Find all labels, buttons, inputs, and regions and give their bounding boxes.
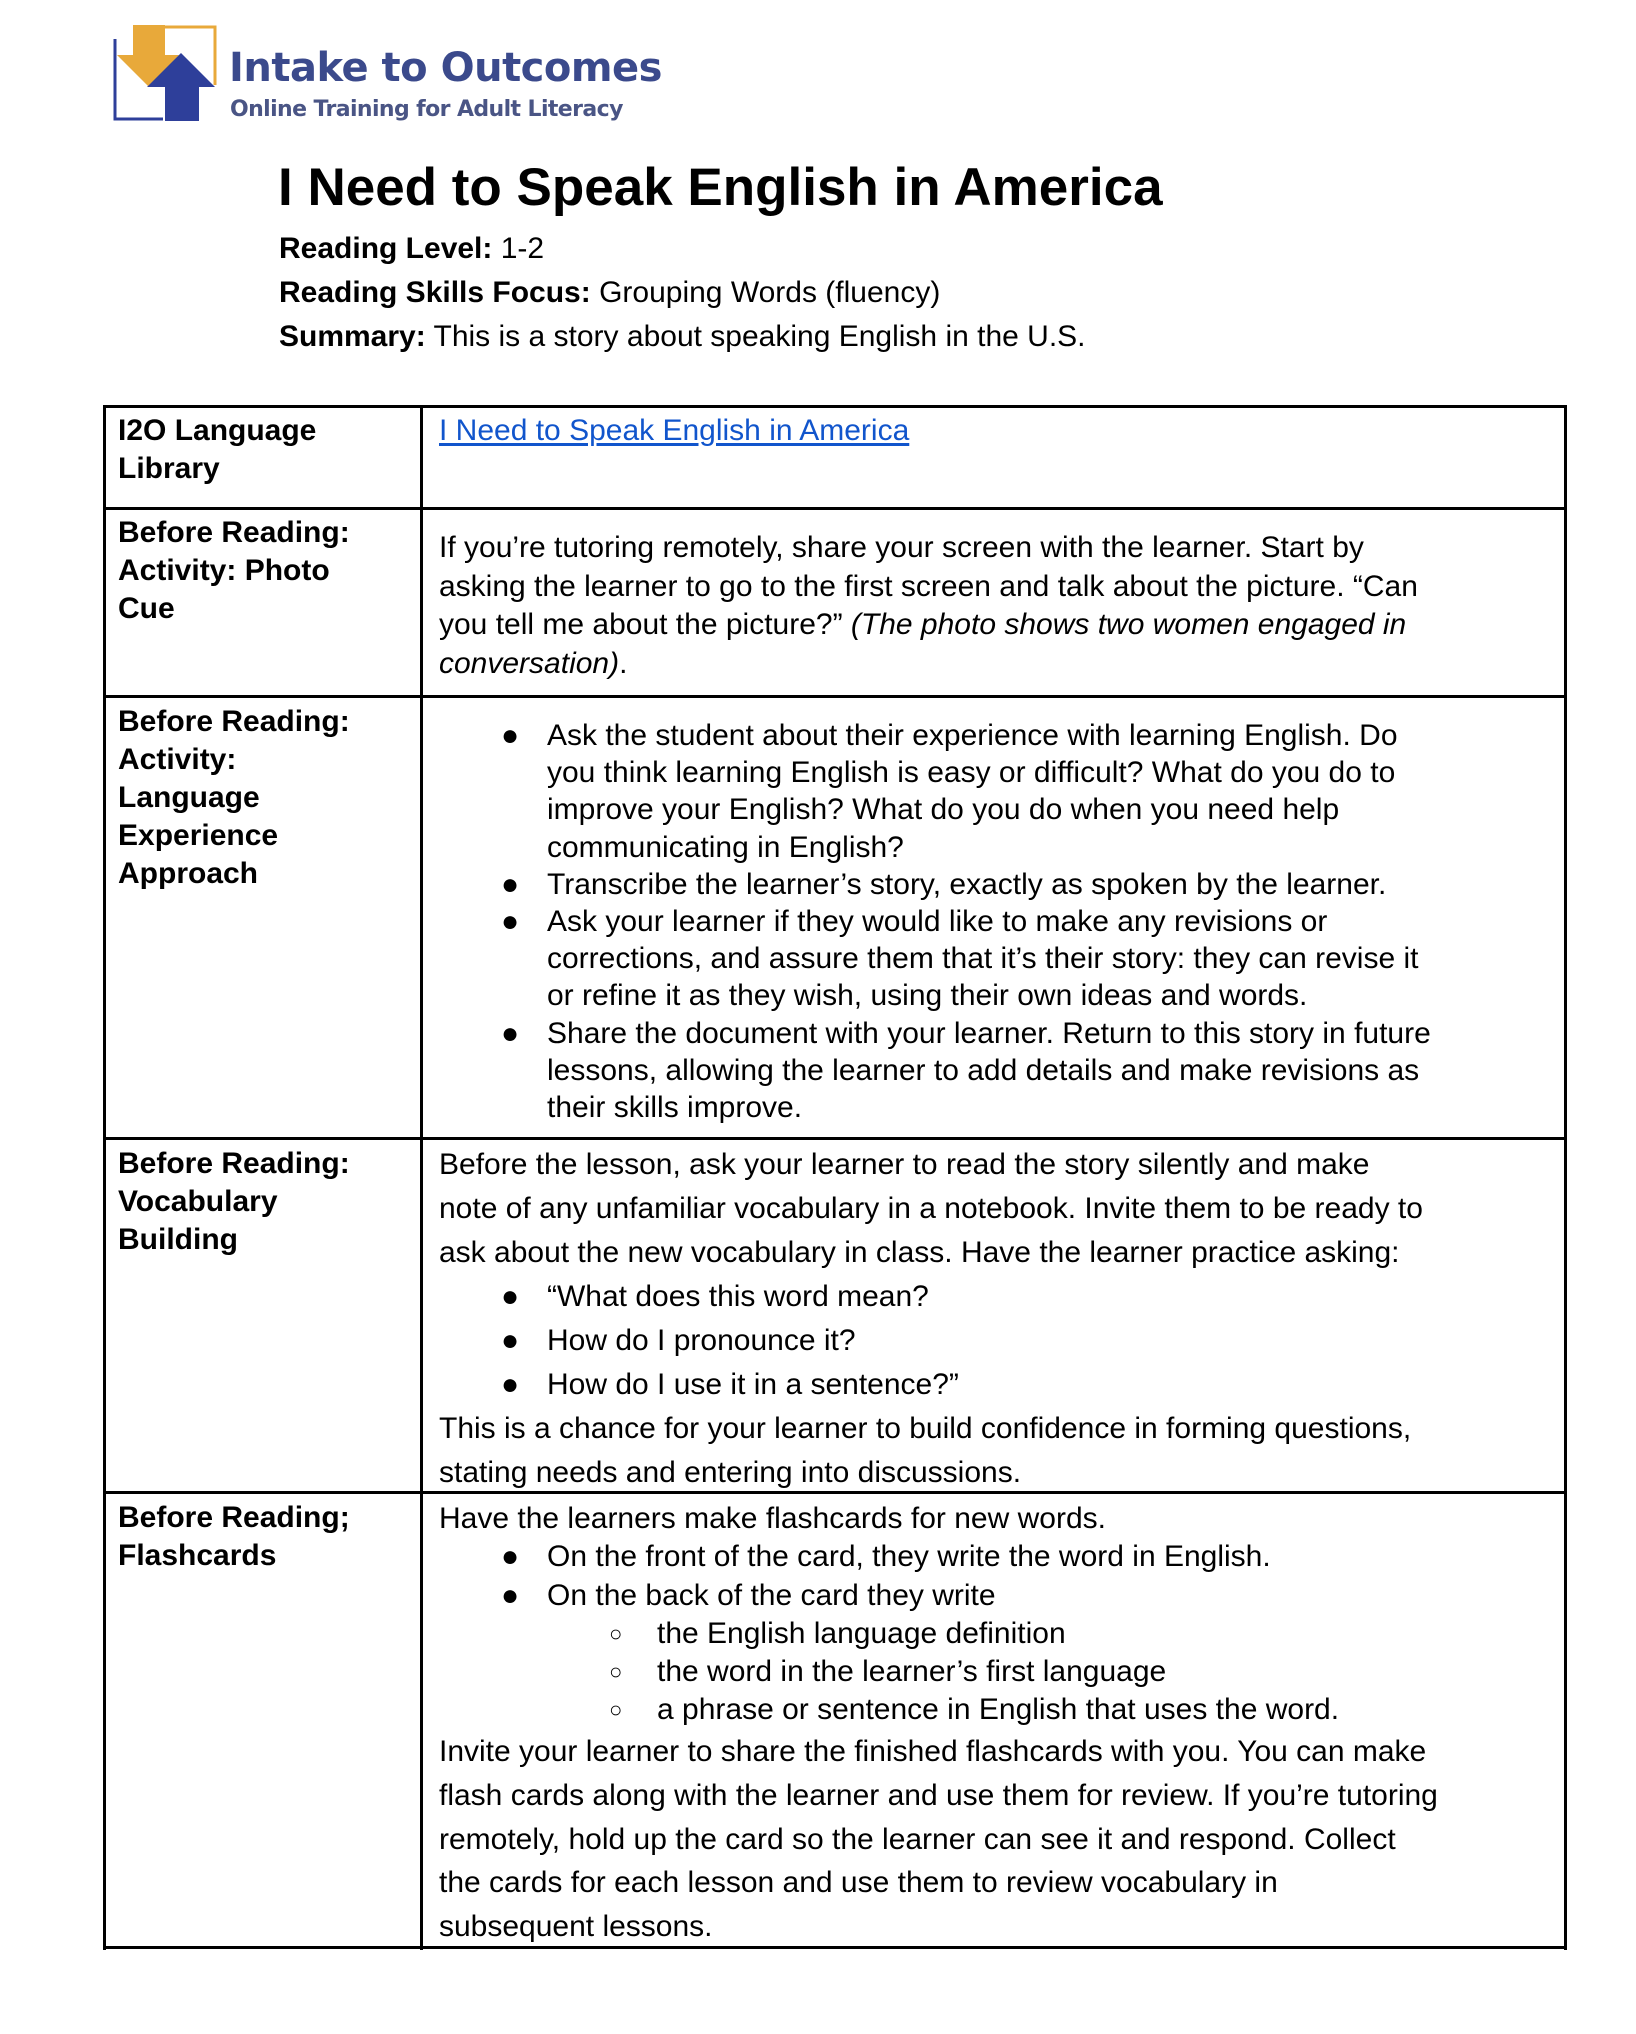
text-line: Have the learners make flashcards for new words. <box>439 1502 1106 1535</box>
text-line: note of any unfamiliar vocabulary in a notebook. Invite them to be ready to <box>439 1192 1423 1225</box>
bullet-icon: ● <box>501 1368 520 1401</box>
text-span: you tell me about the picture?” <box>439 608 851 641</box>
text-line: This is a chance for your learner to build confidence in forming questions, <box>439 1412 1412 1445</box>
label-line: Language <box>118 781 260 814</box>
label-line: Library <box>118 452 220 485</box>
text-line: the cards for each lesson and use them to review vocabulary in <box>439 1866 1278 1900</box>
text-line: If you’re tutoring remotely, share your screen with the learner. Start by <box>439 531 1364 564</box>
sub-bullet-text: a phrase or sentence in English that uses the word. <box>657 1693 1340 1727</box>
text-line: stating needs and entering into discussions. <box>439 1456 1022 1489</box>
row-content-outro <box>439 1730 1549 1949</box>
table-border <box>103 405 1567 408</box>
reading-level <box>279 231 544 267</box>
label-line: Activity: <box>118 743 237 776</box>
italic-note: conversation) <box>439 646 620 680</box>
text-line: flash cards along with the learner and use them for review. If you’re tutoring <box>439 1778 1438 1812</box>
row-content <box>439 1143 1549 1495</box>
reading-skills-focus <box>279 275 940 311</box>
table-border <box>103 405 106 1950</box>
bullet-icon: ● <box>501 719 520 752</box>
bullet-line <box>439 1538 1549 1576</box>
bullet-icon: ● <box>501 867 520 901</box>
text-line <box>439 606 1549 645</box>
sub-bullet-line <box>439 1653 1549 1691</box>
skills-focus-value: Grouping Words (fluency) <box>590 276 941 309</box>
skills-focus-label: Reading Skills Focus: <box>279 276 591 309</box>
bullet-icon: ● <box>501 1324 520 1357</box>
text-line: remotely, hold up the card so the learner can see it and respond. Collect <box>439 1822 1396 1856</box>
bullet-line: or refine it as they wish, using their own ideas and words. <box>547 979 1308 1013</box>
summary-label: Summary: <box>279 320 426 353</box>
label-line: Before Reading: <box>118 705 350 738</box>
summary-value: This is a story about speaking English in the U.S. <box>425 320 1086 353</box>
row-divider <box>103 1137 1567 1140</box>
text-line: asking the learner to go to the first screen and talk about the picture. “Can <box>439 569 1418 603</box>
bullet-text: How do I pronounce it? <box>547 1324 856 1357</box>
sub-bullet-line <box>439 1691 1549 1729</box>
label-line: Building <box>118 1223 238 1256</box>
bullet-line <box>439 866 1549 903</box>
summary <box>279 319 1086 355</box>
text-line: Before the lesson, ask your learner to read the story silently and make <box>439 1148 1370 1181</box>
bullet-icon: ● <box>501 1016 520 1050</box>
row-divider <box>103 507 1567 510</box>
label-line: Before Reading; <box>118 1501 350 1534</box>
bullet-line <box>439 1275 1549 1319</box>
logo-arrows-icon <box>113 25 217 121</box>
hollow-bullet-icon: ○ <box>609 1697 623 1723</box>
hollow-bullet-icon: ○ <box>609 1659 623 1685</box>
bullet-line: communicating in English? <box>547 830 904 864</box>
logo-subtitle: Online Training for Adult Literacy <box>230 97 623 122</box>
label-line: Vocabulary <box>118 1185 278 1218</box>
row-content <box>439 717 1549 1126</box>
table-border <box>1564 405 1567 1950</box>
bullet-line: their skills improve. <box>547 1091 803 1125</box>
bullet-line <box>439 1015 1549 1052</box>
column-divider <box>420 405 423 1950</box>
logo-title: Intake to Outcomes <box>229 45 662 91</box>
row-content <box>439 1500 1549 1730</box>
label-line: I2O Language <box>118 414 317 447</box>
hollow-bullet-icon: ○ <box>609 1620 623 1646</box>
reading-level-value: 1-2 <box>492 232 545 265</box>
bullet-line: you think learning English is easy or difficult? What do you do to <box>547 756 1396 790</box>
bullet-text: How do I use it in a sentence?” <box>547 1368 959 1401</box>
bullet-icon: ● <box>501 905 520 939</box>
text-line: ask about the new vocabulary in class. Have the learner practice asking: <box>439 1236 1400 1269</box>
bullet-text: On the front of the card, they write the word in English. <box>547 1540 1271 1574</box>
row-label <box>118 412 408 488</box>
bullet-line: improve your English? What do you do when you need help <box>547 793 1340 827</box>
sub-bullet-text: the word in the learner’s first language <box>657 1655 1167 1689</box>
label-line: Approach <box>118 857 259 890</box>
label-line: Activity: Photo <box>118 554 330 587</box>
bullet-text: Share the document with your learner. Return to this story in future <box>547 1016 1431 1050</box>
bullet-line <box>439 717 1549 754</box>
label-line: Experience <box>118 819 279 852</box>
bullet-icon: ● <box>501 1280 520 1313</box>
text-span: . <box>619 646 628 680</box>
text-line: subsequent lessons. <box>439 1910 713 1944</box>
page-title: I Need to Speak English in America <box>278 158 1163 217</box>
label-line: Before Reading: <box>118 516 350 549</box>
row-label <box>118 1499 408 1575</box>
bullet-line <box>439 1319 1549 1363</box>
row-label <box>118 703 408 893</box>
bullet-text: Ask your learner if they would like to make any revisions or <box>547 905 1328 939</box>
row-content <box>439 412 1549 450</box>
bullet-text: “What does this word mean? <box>547 1280 929 1313</box>
sub-bullet-line <box>439 1615 1549 1653</box>
bullet-line <box>439 1363 1549 1407</box>
bullet-line: lessons, allowing the learner to add details and make revisions as <box>547 1053 1420 1087</box>
bullet-line <box>439 903 1549 940</box>
row-label <box>118 1145 408 1259</box>
label-line: Cue <box>118 592 175 625</box>
bullet-text: Ask the student about their experience with learning English. Do <box>547 719 1398 752</box>
bullet-icon: ● <box>501 1540 520 1574</box>
row-label <box>118 514 408 628</box>
bullet-line: corrections, and assure them that it’s their story: they can revise it <box>547 942 1419 976</box>
italic-note: (The photo shows two women engaged in <box>850 608 1407 641</box>
bullet-text: On the back of the card they write <box>547 1578 996 1612</box>
reading-level-label: Reading Level: <box>279 232 493 265</box>
bullet-line <box>439 1577 1549 1615</box>
bullet-text: Transcribe the learner’s story, exactly as spoken by the learner. <box>547 867 1387 901</box>
text-line: Invite your learner to share the finished flashcards with you. You can make <box>439 1735 1427 1768</box>
row-content <box>439 529 1549 683</box>
row-divider <box>103 695 1567 698</box>
sub-bullet-text: the English language definition <box>657 1616 1066 1650</box>
bullet-icon: ● <box>501 1578 520 1612</box>
label-line: Flashcards <box>118 1539 277 1572</box>
story-link[interactable]: I Need to Speak English in America <box>439 414 910 447</box>
label-line: Before Reading: <box>118 1147 350 1180</box>
text-line <box>439 645 1549 684</box>
